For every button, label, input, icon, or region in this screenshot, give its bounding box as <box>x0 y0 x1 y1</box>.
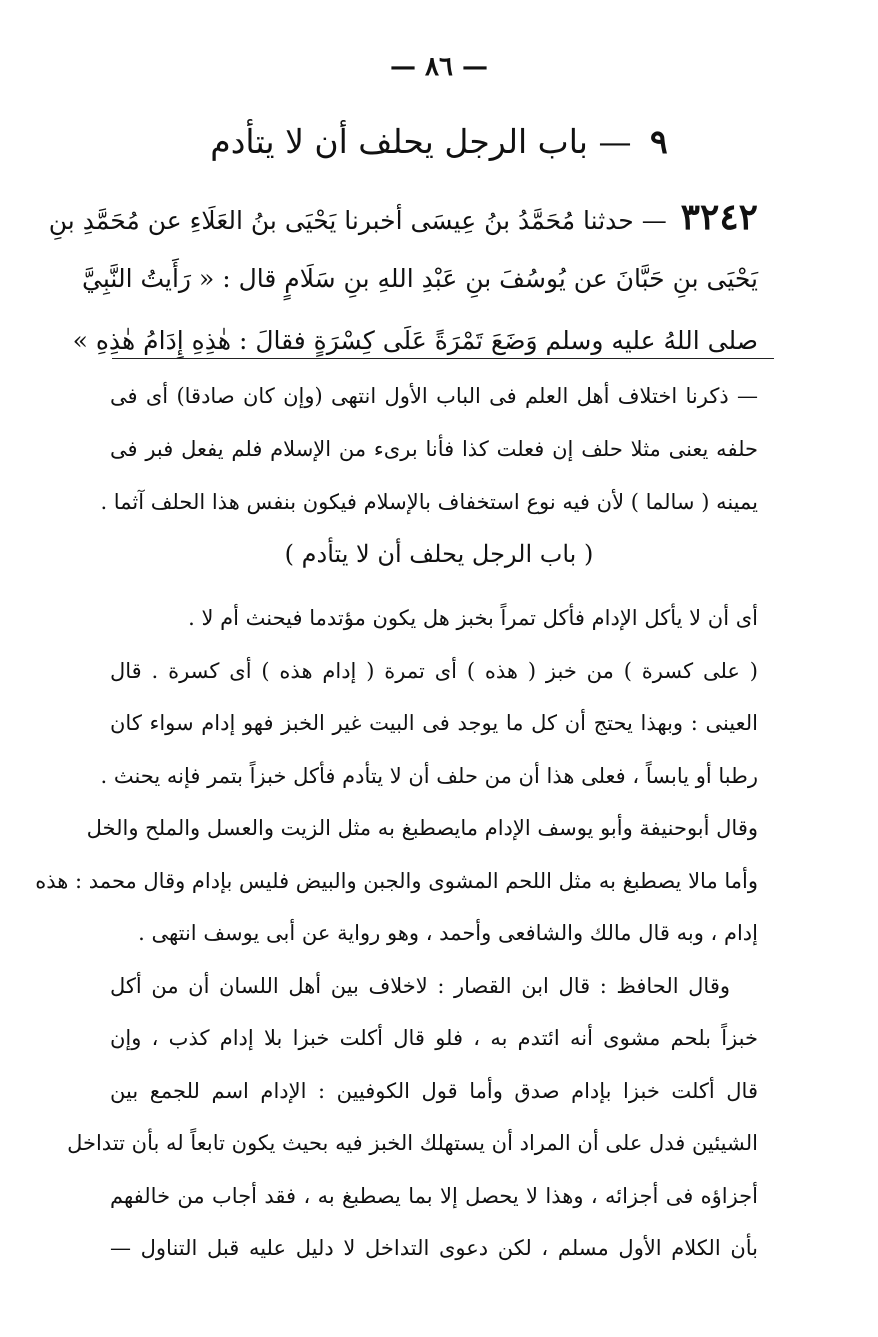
explanation-line: ( على كسرة ) من خبز ( هذه ) أى تمرة ( إدام هذه ) أى كسرة . قال <box>110 658 758 683</box>
explanation-line: وقال الحافظ : قال ابن القصار : لاخلاف بين أهل اللسان أن من أكل <box>110 973 730 998</box>
explanation-block <box>35 592 758 1275</box>
explanation-line: وأما مالا يصطبغ به مثل اللحم المشوى والجبن والبيض فليس بإدام وقال محمد : هذه <box>35 868 758 893</box>
section-subheading: ( باب الرجل يحلف أن لا يتأدم ) <box>284 540 594 568</box>
commentary-line: يمينه ( سالما ) لأن فيه نوع استخفاف بالإسلام فيكون بنفس هذا الحلف آثما . <box>100 490 758 514</box>
explanation-line: أجزاؤه فى أجزائه ، وهذا لا يحصل إلا بما يصطبغ به ، فقد أجاب من خالفهم <box>110 1183 758 1208</box>
explanation-line: إدام ، وبه قال مالك والشافعى وأحمد ، وهو رواية عن أبى يوسف انتهى . <box>138 921 758 945</box>
hadith-line: صلى اللهُ عليه وسلم وَضَعَ تَمْرَةً عَلَى كِسْرَةٍ فقالَ : هٰذِهِ إِدَامُ هٰذِهِ » <box>72 326 758 355</box>
commentary-line: — ذكرنا اختلاف أهل العلم فى الباب الأول انتهى (وإن كان صادقا) أى فى <box>110 384 758 408</box>
commentary-block <box>100 370 758 529</box>
explanation-line: أى أن لا يأكل الإدام فأكل تمراً بخبز هل يكون مؤتدما فيحنث أم لا . <box>188 606 758 630</box>
chapter-heading <box>100 116 778 168</box>
footnote-divider <box>112 358 774 359</box>
explanation-line: الشيئين فدل على أن المراد أن يستهلك الخبز فيه بحيث يكون تابعاً له بأن تتداخل <box>67 1131 758 1155</box>
explanation-line: رطبا أو يابساً ، فعلى هذا أن من حلف أن لا يتأدم فأكل خبزاً بتمر فإنه يحنث . <box>100 763 758 788</box>
hadith-number: ٣٢٤٢ <box>680 196 758 238</box>
explanation-line: العينى : وبهذا يحتج أن كل ما يوجد فى البيت غير الخبز فهو إدام سواء كان <box>110 711 758 735</box>
explanation-line: بأن الكلام الأول مسلم ، لكن دعوى التداخل لا دليل عليه قبل التناول — <box>110 1236 758 1260</box>
chapter-separator: — <box>598 122 632 161</box>
chapter-title: باب الرجل يحلف أن لا يتأدم <box>210 122 588 161</box>
explanation-line: خبزاً بلحم مشوى أنه ائتدم به ، فلو قال أكلت خبزا بلا إدام كذب ، وإن <box>110 1026 758 1050</box>
explanation-line: قال أكلت خبزا بإدام صدق وأما قول الكوفيين : الإدام اسم للجمع بين <box>110 1078 758 1103</box>
hadith-line: ٣٢٤٢ — حدثنا مُحَمَّدُ بنُ عِيسَى أخبرنا يَحْيَى بنُ العَلَاءِ عن مُحَمَّدِ بنِ <box>48 196 758 238</box>
hadith-line: يَحْيَى بنِ حَبَّانَ عن يُوسُفَ بنِ عَبْدِ اللهِ بنِ سَلَامٍ قال : « رَأَيتُ النَّبِيَّ <box>82 264 758 293</box>
hadith-text <box>48 186 758 372</box>
chapter-number: ٩ <box>649 122 668 161</box>
explanation-line: وقال أبوحنيفة وأبو يوسف الإدام مايصطبغ به مثل الزيت والعسل والملح والخل <box>86 816 758 840</box>
commentary-line: حلفه يعنى مثلا حلف إن فعلت كذا فأنا برىء من الإسلام فلم يفعل فبر فى <box>110 437 758 461</box>
page-number: — ٨٦ — <box>389 52 489 82</box>
